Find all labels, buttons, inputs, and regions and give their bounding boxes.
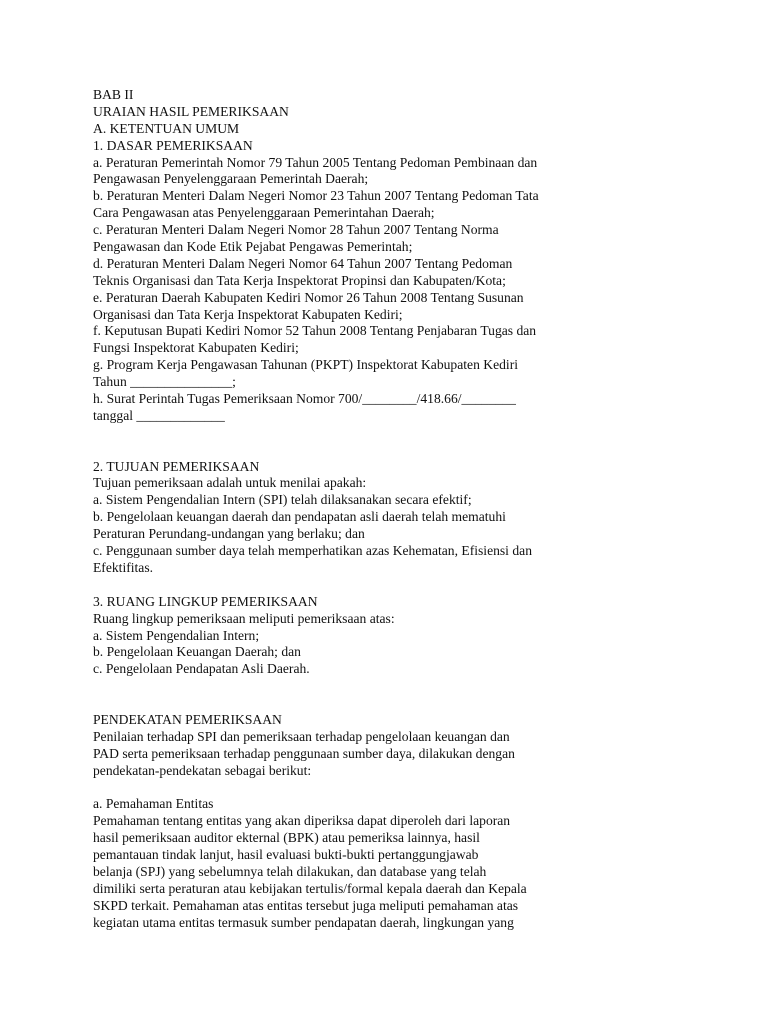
dasar-line: h. Surat Perintah Tugas Pemeriksaan Nomor 700/________/418.66/________ bbox=[93, 391, 516, 407]
dasar-line: f. Keputusan Bupati Kediri Nomor 52 Tahun 2008 Tentang Penjabaran Tugas dan bbox=[93, 323, 537, 339]
chapter-label: BAB II bbox=[93, 87, 134, 102]
dasar-line: d. Peraturan Menteri Dalam Negeri Nomor 64 Tahun 2007 Tentang Pedoman bbox=[93, 255, 513, 271]
pendekatan-line: PAD serta pemeriksaan terhadap penggunaan sumber daya, dilakukan dengan bbox=[93, 745, 515, 761]
dasar-line: Fungsi Inspektorat Kabupaten Kediri; bbox=[93, 340, 299, 356]
ruang-lingkup-heading: 3. RUANG LINGKUP PEMERIKSAAN bbox=[93, 593, 318, 609]
pemahaman-line: Pemahaman tentang entitas yang akan diperiksa dapat diperoleh dari laporan bbox=[93, 813, 511, 829]
dasar-line: Tahun _______________; bbox=[93, 374, 236, 390]
blank-line bbox=[93, 678, 613, 695]
pemahaman-line: kegiatan utama entitas termasuk sumber pendapatan daerah, lingkungan yang bbox=[93, 914, 514, 930]
blank-line bbox=[93, 780, 613, 797]
pemahaman-line: SKPD terkait. Pemahaman atas entitas tersebut juga meliputi pemahaman atas bbox=[93, 897, 519, 913]
dasar-line: a. Peraturan Pemerintah Nomor 79 Tahun 2005 Tentang Pedoman Pembinaan dan bbox=[93, 154, 538, 170]
tujuan-heading: 2. TUJUAN PEMERIKSAAN bbox=[93, 458, 260, 474]
pemahaman-line: dimiliki serta peraturan atau kebijakan tertulis/formal kepala daerah dan Kepala bbox=[93, 880, 527, 896]
pemahaman-line: belanja (SPJ) yang sebelumnya telah dilakukan, dan database yang telah bbox=[93, 863, 487, 879]
document-body bbox=[93, 87, 613, 932]
ruang-lingkup-line: c. Pengelolaan Pendapatan Asli Daerah. bbox=[93, 661, 310, 677]
blank-line bbox=[93, 577, 613, 594]
dasar-line: Pengawasan Penyelenggaraan Pemerintah Daerah; bbox=[93, 171, 369, 187]
pemahaman-line: pemantauan tindak lanjut, hasil evaluasi bukti-bukti pertanggungjawab bbox=[93, 847, 479, 863]
pendekatan-line: pendekatan-pendekatan sebagai berikut: bbox=[93, 762, 312, 778]
blank-line bbox=[93, 442, 613, 459]
pendekatan-line: Penilaian terhadap SPI dan pemeriksaan terhadap pengelolaan keuangan dan bbox=[93, 728, 510, 744]
ruang-lingkup-line: a. Sistem Pengendalian Intern; bbox=[93, 627, 260, 643]
pendekatan-heading: PENDEKATAN PEMERIKSAAN bbox=[93, 711, 282, 727]
tujuan-line: Efektifitas. bbox=[93, 559, 154, 575]
chapter-title: URAIAN HASIL PEMERIKSAAN bbox=[93, 103, 289, 119]
dasar-line: tanggal _____________ bbox=[93, 407, 225, 423]
dasar-line: Cara Pengawasan atas Penyelenggaraan Pemerintahan Daerah; bbox=[93, 205, 435, 221]
pemahaman-heading: a. Pemahaman Entitas bbox=[93, 796, 214, 812]
section-a-heading: A. KETENTUAN UMUM bbox=[93, 120, 240, 136]
blank-line bbox=[93, 695, 613, 712]
dasar-line: c. Peraturan Menteri Dalam Negeri Nomor 28 Tahun 2007 Tentang Norma bbox=[93, 222, 499, 238]
dasar-heading: 1. DASAR PEMERIKSAAN bbox=[93, 137, 253, 153]
tujuan-line: c. Penggunaan sumber daya telah memperhatikan azas Kehematan, Efisiensi dan bbox=[93, 543, 532, 559]
ruang-lingkup-line: Ruang lingkup pemeriksaan meliputi pemeriksaan atas: bbox=[93, 610, 395, 626]
tujuan-line: Tujuan pemeriksaan adalah untuk menilai apakah: bbox=[93, 475, 367, 491]
dasar-line: b. Peraturan Menteri Dalam Negeri Nomor 23 Tahun 2007 Tentang Pedoman Tata bbox=[93, 188, 539, 204]
dasar-line: Pengawasan dan Kode Etik Pejabat Pengawas Pemerintah; bbox=[93, 239, 413, 255]
tujuan-line: a. Sistem Pengendalian Intern (SPI) telah dilaksanakan secara efektif; bbox=[93, 492, 472, 508]
dasar-line: Organisasi dan Tata Kerja Inspektorat Kabupaten Kediri; bbox=[93, 306, 403, 322]
tujuan-line: Peraturan Perundang-undangan yang berlaku; dan bbox=[93, 526, 365, 542]
dasar-line: Teknis Organisasi dan Tata Kerja Inspektorat Propinsi dan Kabupaten/Kota; bbox=[93, 272, 506, 288]
ruang-lingkup-line: b. Pengelolaan Keuangan Daerah; dan bbox=[93, 644, 301, 660]
pemahaman-line: hasil pemeriksaan auditor ekternal (BPK) atau pemeriksa lainnya, hasil bbox=[93, 830, 480, 846]
blank-line bbox=[93, 425, 613, 442]
tujuan-line: b. Pengelolaan keuangan daerah dan pendapatan asli daerah telah mematuhi bbox=[93, 509, 506, 525]
dasar-line: e. Peraturan Daerah Kabupaten Kediri Nomor 26 Tahun 2008 Tentang Susunan bbox=[93, 289, 524, 305]
dasar-line: g. Program Kerja Pengawasan Tahunan (PKPT) Inspektorat Kabupaten Kediri bbox=[93, 357, 518, 373]
